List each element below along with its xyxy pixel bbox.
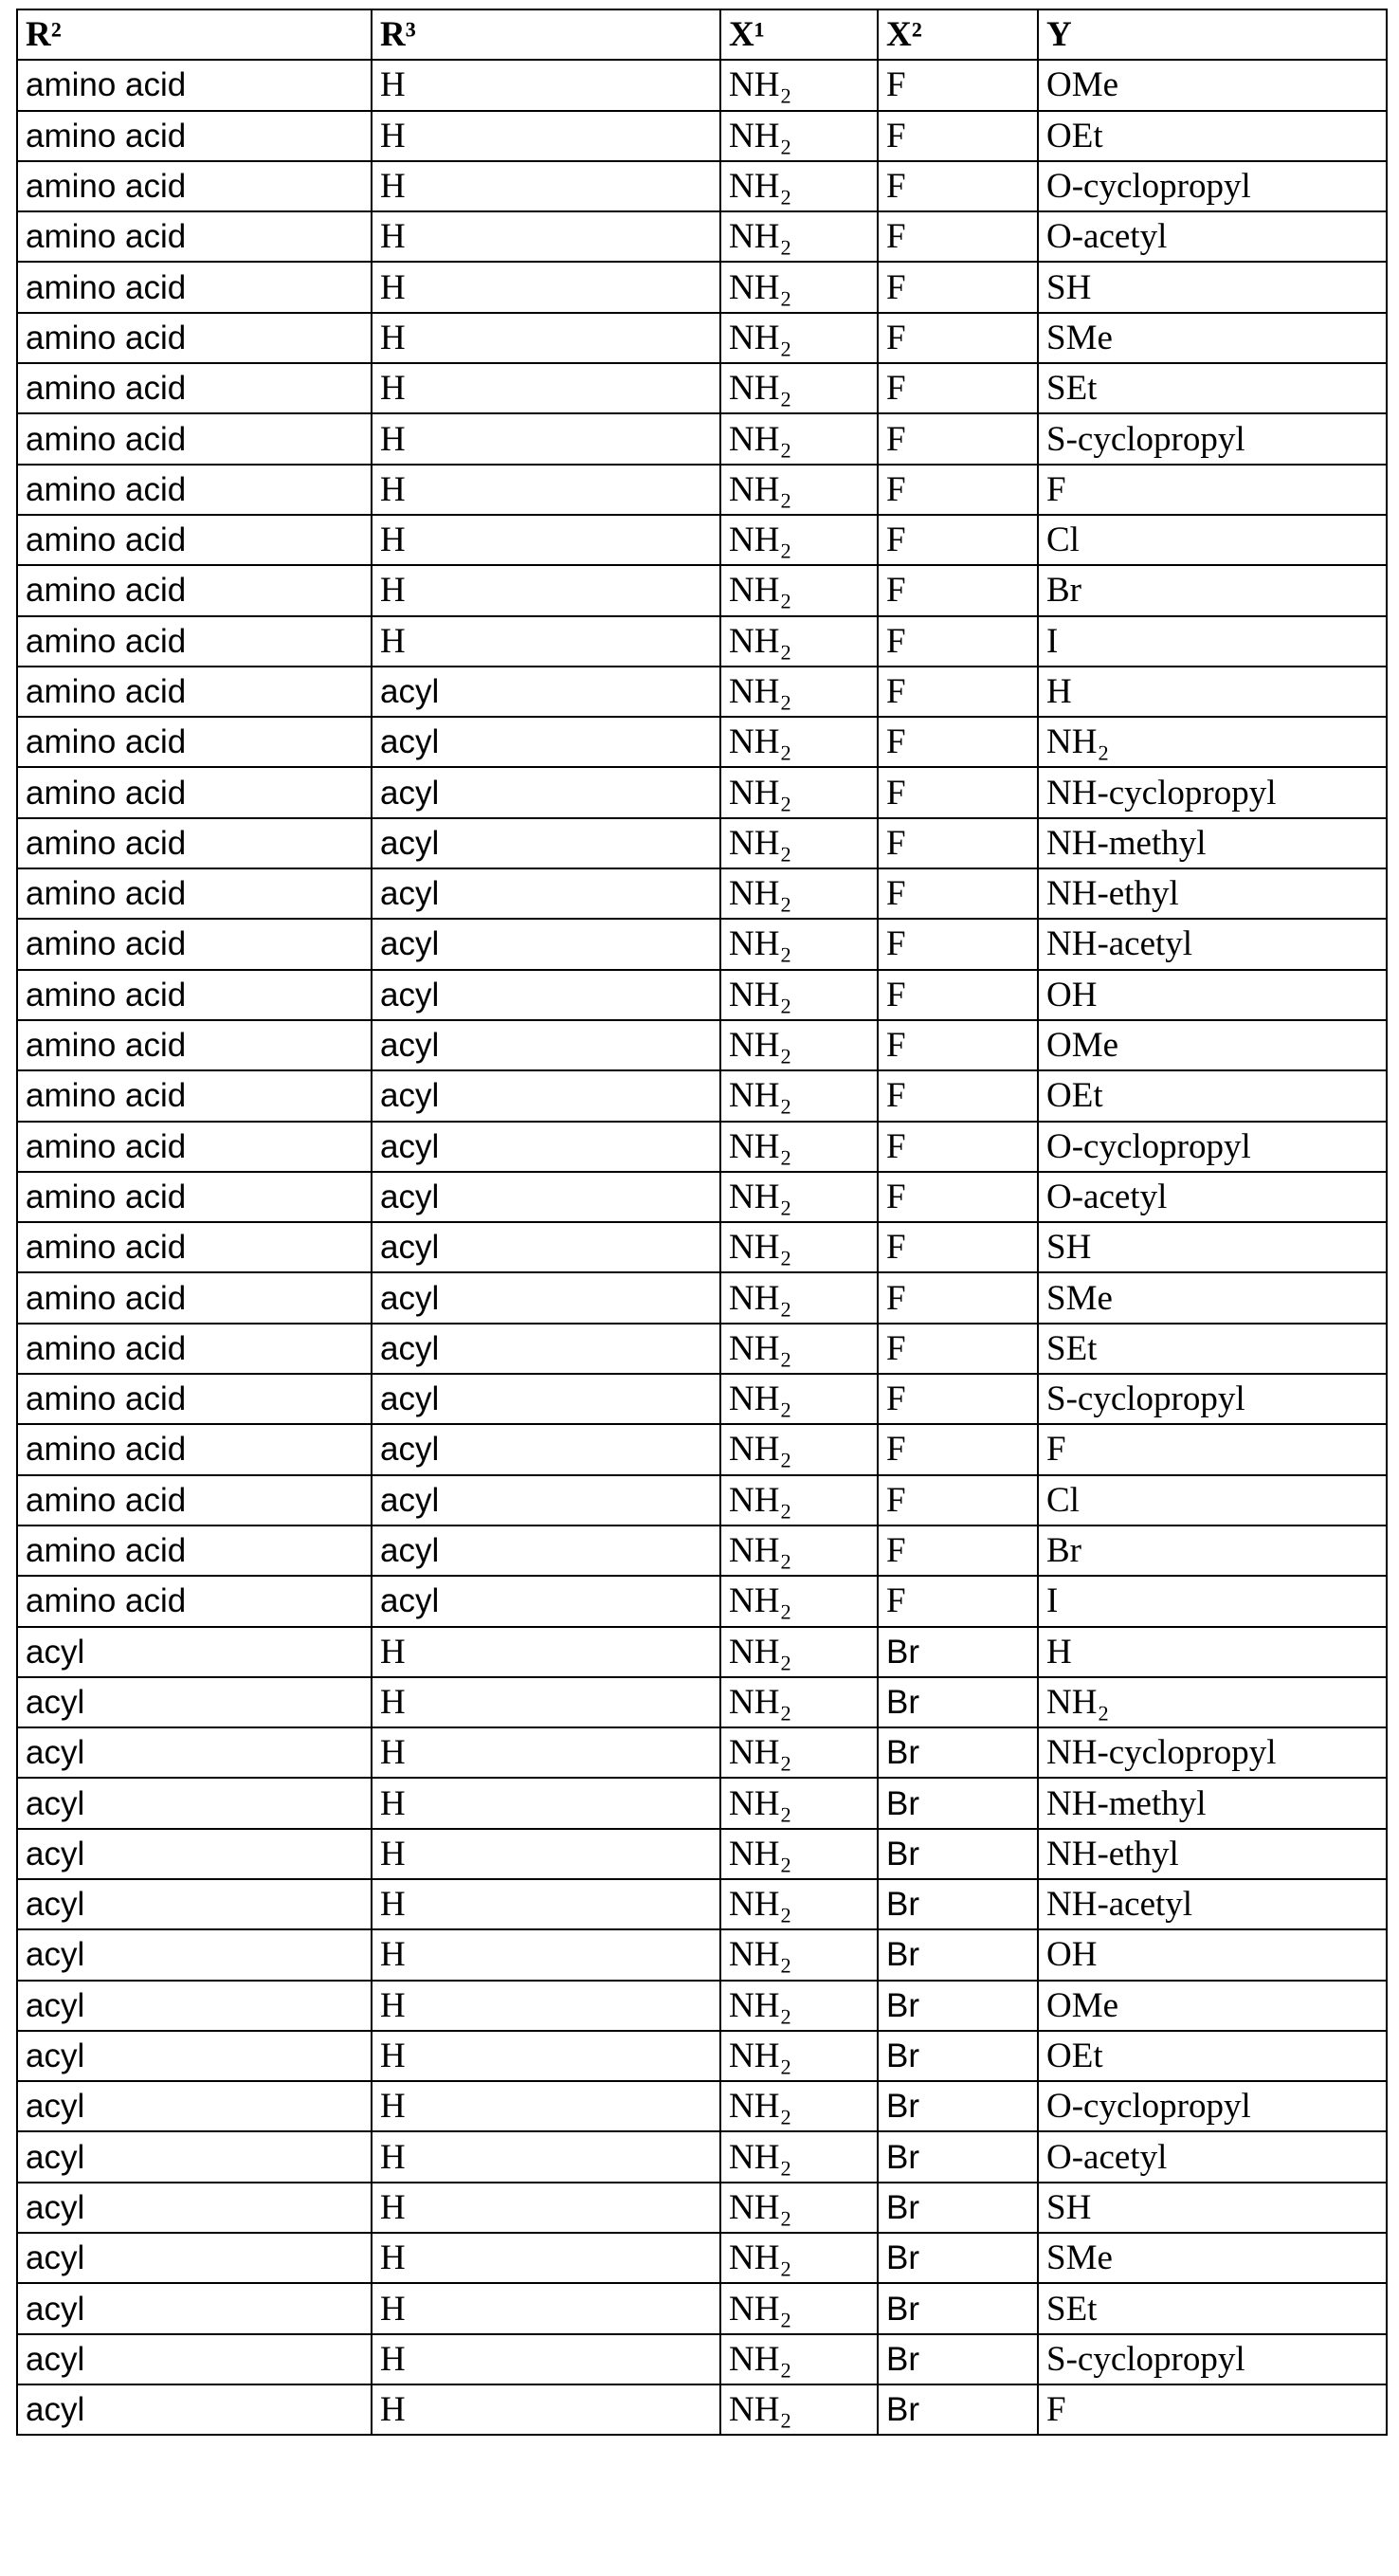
cell-x2: F <box>878 717 1038 767</box>
cell-r2: acyl <box>17 1778 372 1828</box>
cell-r2: acyl <box>17 1727 372 1778</box>
cell-r2: amino acid <box>17 1324 372 1374</box>
cell-r3: H <box>372 60 720 110</box>
table-row <box>17 970 1387 1020</box>
cell-r3: H <box>372 1778 720 1828</box>
cell-r2: amino acid <box>17 1122 372 1172</box>
cell-r3: acyl <box>372 818 720 868</box>
cell-y: F <box>1038 1424 1387 1474</box>
cell-r3: acyl <box>372 1272 720 1323</box>
cell-x2: F <box>878 1475 1038 1526</box>
cell-x2: F <box>878 1070 1038 1121</box>
cell-x1: NH₂ <box>720 2334 878 2384</box>
table-row <box>17 60 1387 110</box>
cell-x2: F <box>878 970 1038 1020</box>
cell-y: SMe <box>1038 1272 1387 1323</box>
cell-x2: F <box>878 60 1038 110</box>
cell-r3: acyl <box>372 1172 720 1222</box>
cell-x2: F <box>878 465 1038 515</box>
table-row <box>17 2283 1387 2333</box>
cell-x2: Br <box>878 1829 1038 1879</box>
cell-x2: F <box>878 161 1038 211</box>
cell-r2: acyl <box>17 1677 372 1727</box>
cell-y: Cl <box>1038 515 1387 565</box>
table-row <box>17 1677 1387 1727</box>
table-row <box>17 1627 1387 1677</box>
cell-y: Br <box>1038 1526 1387 1576</box>
cell-x2: F <box>878 767 1038 817</box>
cell-y: SEt <box>1038 2283 1387 2333</box>
cell-y: SMe <box>1038 313 1387 363</box>
cell-r3: H <box>372 211 720 262</box>
table-row <box>17 818 1387 868</box>
table-row <box>17 2031 1387 2081</box>
table-row <box>17 919 1387 969</box>
cell-r2: amino acid <box>17 616 372 667</box>
cell-r2: amino acid <box>17 413 372 464</box>
cell-r3: acyl <box>372 1475 720 1526</box>
cell-r3: acyl <box>372 767 720 817</box>
cell-y: NH₂ <box>1038 717 1387 767</box>
cell-y: OEt <box>1038 2031 1387 2081</box>
header-x2: X² <box>878 9 1038 60</box>
header-row <box>17 9 1387 60</box>
cell-y: S-cyclopropyl <box>1038 413 1387 464</box>
cell-r2: acyl <box>17 2031 372 2081</box>
cell-x1: NH₂ <box>720 413 878 464</box>
cell-y: NH-methyl <box>1038 1778 1387 1828</box>
cell-x1: NH₂ <box>720 313 878 363</box>
table-row <box>17 2233 1387 2283</box>
cell-x2: F <box>878 1576 1038 1626</box>
cell-x2: F <box>878 1526 1038 1576</box>
cell-r3: acyl <box>372 970 720 1020</box>
cell-r3: H <box>372 2131 720 2182</box>
cell-y: OH <box>1038 970 1387 1020</box>
cell-y: NH-methyl <box>1038 818 1387 868</box>
table-row <box>17 111 1387 161</box>
cell-r3: H <box>372 565 720 615</box>
cell-x2: F <box>878 818 1038 868</box>
table-row <box>17 1981 1387 2031</box>
cell-y: O-acetyl <box>1038 1172 1387 1222</box>
cell-r3: H <box>372 111 720 161</box>
table-row <box>17 1424 1387 1474</box>
cell-r3: acyl <box>372 1122 720 1172</box>
cell-r2: amino acid <box>17 818 372 868</box>
cell-y: OH <box>1038 1929 1387 1980</box>
cell-r3: acyl <box>372 667 720 717</box>
cell-x1: NH₂ <box>720 767 878 817</box>
table-row <box>17 616 1387 667</box>
cell-y: OEt <box>1038 1070 1387 1121</box>
cell-r3: H <box>372 363 720 413</box>
cell-x2: Br <box>878 1727 1038 1778</box>
cell-r2: amino acid <box>17 565 372 615</box>
cell-y: F <box>1038 2384 1387 2435</box>
cell-r3: H <box>372 1727 720 1778</box>
cell-x1: NH₂ <box>720 1424 878 1474</box>
cell-x2: Br <box>878 2233 1038 2283</box>
cell-x1: NH₂ <box>720 1122 878 1172</box>
cell-r2: amino acid <box>17 1272 372 1323</box>
cell-r2: acyl <box>17 2183 372 2233</box>
cell-x1: NH₂ <box>720 2031 878 2081</box>
cell-x2: F <box>878 211 1038 262</box>
cell-y: O-acetyl <box>1038 2131 1387 2182</box>
table-row <box>17 767 1387 817</box>
cell-y: SH <box>1038 262 1387 312</box>
cell-x1: NH₂ <box>720 2283 878 2333</box>
cell-r3: H <box>372 413 720 464</box>
table-row <box>17 1324 1387 1374</box>
cell-x2: F <box>878 111 1038 161</box>
cell-x2: F <box>878 363 1038 413</box>
cell-r2: amino acid <box>17 1424 372 1474</box>
cell-x1: NH₂ <box>720 1272 878 1323</box>
cell-y: S-cyclopropyl <box>1038 2334 1387 2384</box>
table-row <box>17 2081 1387 2131</box>
cell-x1: NH₂ <box>720 111 878 161</box>
cell-r2: acyl <box>17 1879 372 1929</box>
table-row <box>17 2384 1387 2435</box>
cell-x2: Br <box>878 2183 1038 2233</box>
cell-x2: F <box>878 565 1038 615</box>
cell-x1: NH₂ <box>720 1526 878 1576</box>
cell-r2: amino acid <box>17 1374 372 1424</box>
cell-x1: NH₂ <box>720 2183 878 2233</box>
table-row <box>17 868 1387 919</box>
cell-x1: NH₂ <box>720 1172 878 1222</box>
cell-r2: amino acid <box>17 313 372 363</box>
cell-r2: amino acid <box>17 717 372 767</box>
table-row <box>17 1020 1387 1070</box>
cell-r2: amino acid <box>17 1475 372 1526</box>
cell-r3: acyl <box>372 1222 720 1272</box>
cell-r2: amino acid <box>17 1222 372 1272</box>
cell-x1: NH₂ <box>720 465 878 515</box>
cell-x2: F <box>878 919 1038 969</box>
cell-r2: amino acid <box>17 868 372 919</box>
table-row <box>17 211 1387 262</box>
cell-x1: NH₂ <box>720 211 878 262</box>
cell-y: OMe <box>1038 1020 1387 1070</box>
cell-x1: NH₂ <box>720 1576 878 1626</box>
cell-r2: acyl <box>17 1981 372 2031</box>
cell-r3: acyl <box>372 1374 720 1424</box>
cell-y: OEt <box>1038 111 1387 161</box>
cell-x1: NH₂ <box>720 60 878 110</box>
cell-r3: acyl <box>372 1324 720 1374</box>
cell-x2: Br <box>878 2131 1038 2182</box>
cell-r3: H <box>372 161 720 211</box>
table-row <box>17 313 1387 363</box>
cell-y: I <box>1038 1576 1387 1626</box>
cell-x1: NH₂ <box>720 565 878 615</box>
cell-y: O-cyclopropyl <box>1038 2081 1387 2131</box>
cell-r2: acyl <box>17 1627 372 1677</box>
cell-y: NH-cyclopropyl <box>1038 1727 1387 1778</box>
table-row <box>17 515 1387 565</box>
cell-x1: NH₂ <box>720 1020 878 1070</box>
cell-r2: amino acid <box>17 161 372 211</box>
cell-x1: NH₂ <box>720 2081 878 2131</box>
cell-x2: F <box>878 313 1038 363</box>
cell-r2: amino acid <box>17 515 372 565</box>
cell-y: O-acetyl <box>1038 211 1387 262</box>
cell-y: SEt <box>1038 363 1387 413</box>
cell-r2: acyl <box>17 1929 372 1980</box>
cell-x1: NH₂ <box>720 1727 878 1778</box>
table-row <box>17 2183 1387 2233</box>
cell-y: SH <box>1038 2183 1387 2233</box>
cell-x2: F <box>878 616 1038 667</box>
table-row <box>17 1576 1387 1626</box>
cell-r3: acyl <box>372 868 720 919</box>
cell-x1: NH₂ <box>720 667 878 717</box>
cell-x2: Br <box>878 2283 1038 2333</box>
cell-r2: amino acid <box>17 465 372 515</box>
cell-x2: Br <box>878 1929 1038 1980</box>
cell-r3: H <box>372 1677 720 1727</box>
cell-r3: acyl <box>372 1070 720 1121</box>
cell-x1: NH₂ <box>720 2233 878 2283</box>
cell-r2: amino acid <box>17 1070 372 1121</box>
table-row <box>17 565 1387 615</box>
cell-r3: H <box>372 262 720 312</box>
cell-r2: acyl <box>17 1829 372 1879</box>
cell-x2: F <box>878 1222 1038 1272</box>
header-x1: X¹ <box>720 9 878 60</box>
cell-r2: amino acid <box>17 1172 372 1222</box>
cell-r3: H <box>372 1981 720 2031</box>
cell-y: NH-acetyl <box>1038 1879 1387 1929</box>
cell-x2: Br <box>878 1981 1038 2031</box>
cell-r2: acyl <box>17 2131 372 2182</box>
table-row <box>17 1526 1387 1576</box>
cell-r3: H <box>372 616 720 667</box>
cell-r3: acyl <box>372 1424 720 1474</box>
cell-x1: NH₂ <box>720 1222 878 1272</box>
cell-x1: NH₂ <box>720 1778 878 1828</box>
cell-x1: NH₂ <box>720 2384 878 2435</box>
cell-r3: H <box>372 1627 720 1677</box>
table-row <box>17 1829 1387 1879</box>
cell-x1: NH₂ <box>720 1324 878 1374</box>
table-row <box>17 1070 1387 1121</box>
cell-r2: amino acid <box>17 667 372 717</box>
table-row <box>17 1222 1387 1272</box>
cell-r2: amino acid <box>17 211 372 262</box>
table-row <box>17 413 1387 464</box>
cell-x1: NH₂ <box>720 1829 878 1879</box>
cell-y: O-cyclopropyl <box>1038 1122 1387 1172</box>
cell-r3: H <box>372 465 720 515</box>
cell-x2: F <box>878 667 1038 717</box>
table-row <box>17 1778 1387 1828</box>
cell-r3: H <box>372 515 720 565</box>
cell-y: Cl <box>1038 1475 1387 1526</box>
cell-x2: F <box>878 1172 1038 1222</box>
header-r3: R³ <box>372 9 720 60</box>
table-row <box>17 363 1387 413</box>
cell-r2: amino acid <box>17 111 372 161</box>
cell-y: OMe <box>1038 1981 1387 2031</box>
cell-x2: F <box>878 413 1038 464</box>
cell-x1: NH₂ <box>720 515 878 565</box>
cell-x1: NH₂ <box>720 868 878 919</box>
cell-x2: Br <box>878 2334 1038 2384</box>
cell-y: O-cyclopropyl <box>1038 161 1387 211</box>
table-row <box>17 1272 1387 1323</box>
cell-r3: H <box>372 1929 720 1980</box>
cell-x1: NH₂ <box>720 1627 878 1677</box>
cell-r2: amino acid <box>17 1576 372 1626</box>
cell-y: I <box>1038 616 1387 667</box>
cell-x1: NH₂ <box>720 616 878 667</box>
cell-x1: NH₂ <box>720 161 878 211</box>
cell-x1: NH₂ <box>720 1475 878 1526</box>
cell-x2: F <box>878 1424 1038 1474</box>
cell-y: SEt <box>1038 1324 1387 1374</box>
cell-r3: H <box>372 2183 720 2233</box>
cell-r2: amino acid <box>17 1526 372 1576</box>
cell-y: NH-acetyl <box>1038 919 1387 969</box>
cell-r2: acyl <box>17 2233 372 2283</box>
cell-r3: acyl <box>372 1526 720 1576</box>
cell-x1: NH₂ <box>720 1879 878 1929</box>
cell-y: SMe <box>1038 2233 1387 2283</box>
cell-x2: F <box>878 868 1038 919</box>
table-row <box>17 2334 1387 2384</box>
header-r2: R² <box>17 9 372 60</box>
cell-x2: F <box>878 515 1038 565</box>
table-row <box>17 1374 1387 1424</box>
cell-r3: H <box>372 2233 720 2283</box>
cell-r3: acyl <box>372 919 720 969</box>
table-row <box>17 717 1387 767</box>
cell-x1: NH₂ <box>720 2131 878 2182</box>
table-row <box>17 465 1387 515</box>
table-row <box>17 1122 1387 1172</box>
cell-x2: F <box>878 262 1038 312</box>
cell-r2: amino acid <box>17 1020 372 1070</box>
cell-x1: NH₂ <box>720 919 878 969</box>
table-row <box>17 2131 1387 2182</box>
cell-x2: F <box>878 1020 1038 1070</box>
table-row <box>17 1929 1387 1980</box>
cell-x2: Br <box>878 1879 1038 1929</box>
cell-x2: Br <box>878 2384 1038 2435</box>
cell-x2: Br <box>878 1627 1038 1677</box>
compound-table <box>16 9 1388 2436</box>
cell-x2: Br <box>878 2031 1038 2081</box>
cell-x1: NH₂ <box>720 818 878 868</box>
table-row <box>17 1172 1387 1222</box>
cell-x2: Br <box>878 1677 1038 1727</box>
cell-x2: F <box>878 1374 1038 1424</box>
cell-r3: H <box>372 1879 720 1929</box>
cell-r2: amino acid <box>17 767 372 817</box>
cell-x1: NH₂ <box>720 970 878 1020</box>
header-y: Y <box>1038 9 1387 60</box>
cell-r2: amino acid <box>17 60 372 110</box>
cell-r2: acyl <box>17 2334 372 2384</box>
table-row <box>17 667 1387 717</box>
cell-r3: H <box>372 2031 720 2081</box>
cell-x2: F <box>878 1272 1038 1323</box>
cell-r3: acyl <box>372 1020 720 1070</box>
cell-x1: NH₂ <box>720 363 878 413</box>
cell-r3: acyl <box>372 717 720 767</box>
cell-x1: NH₂ <box>720 1677 878 1727</box>
cell-x2: F <box>878 1324 1038 1374</box>
cell-x1: NH₂ <box>720 1070 878 1121</box>
cell-r2: amino acid <box>17 919 372 969</box>
cell-r3: H <box>372 2384 720 2435</box>
cell-x1: NH₂ <box>720 1374 878 1424</box>
cell-y: F <box>1038 465 1387 515</box>
table-row <box>17 262 1387 312</box>
cell-x2: Br <box>878 1778 1038 1828</box>
cell-x1: NH₂ <box>720 262 878 312</box>
cell-y: NH-cyclopropyl <box>1038 767 1387 817</box>
cell-r3: H <box>372 1829 720 1879</box>
cell-r3: acyl <box>372 1576 720 1626</box>
table-row <box>17 1879 1387 1929</box>
cell-r3: H <box>372 2334 720 2384</box>
cell-y: H <box>1038 667 1387 717</box>
cell-y: NH-ethyl <box>1038 868 1387 919</box>
table-row <box>17 1727 1387 1778</box>
table-body <box>17 60 1387 2435</box>
cell-y: H <box>1038 1627 1387 1677</box>
cell-r3: H <box>372 313 720 363</box>
cell-y: NH₂ <box>1038 1677 1387 1727</box>
cell-r2: acyl <box>17 2081 372 2131</box>
cell-x1: NH₂ <box>720 1929 878 1980</box>
cell-x1: NH₂ <box>720 1981 878 2031</box>
cell-r3: H <box>372 2081 720 2131</box>
cell-y: SH <box>1038 1222 1387 1272</box>
cell-x2: Br <box>878 2081 1038 2131</box>
cell-y: Br <box>1038 565 1387 615</box>
cell-y: S-cyclopropyl <box>1038 1374 1387 1424</box>
cell-y: NH-ethyl <box>1038 1829 1387 1879</box>
cell-x1: NH₂ <box>720 717 878 767</box>
table-row <box>17 1475 1387 1526</box>
cell-r2: acyl <box>17 2283 372 2333</box>
cell-r2: acyl <box>17 2384 372 2435</box>
table-row <box>17 161 1387 211</box>
cell-r2: amino acid <box>17 262 372 312</box>
cell-r2: amino acid <box>17 363 372 413</box>
cell-r3: H <box>372 2283 720 2333</box>
cell-r2: amino acid <box>17 970 372 1020</box>
cell-y: OMe <box>1038 60 1387 110</box>
cell-x2: F <box>878 1122 1038 1172</box>
